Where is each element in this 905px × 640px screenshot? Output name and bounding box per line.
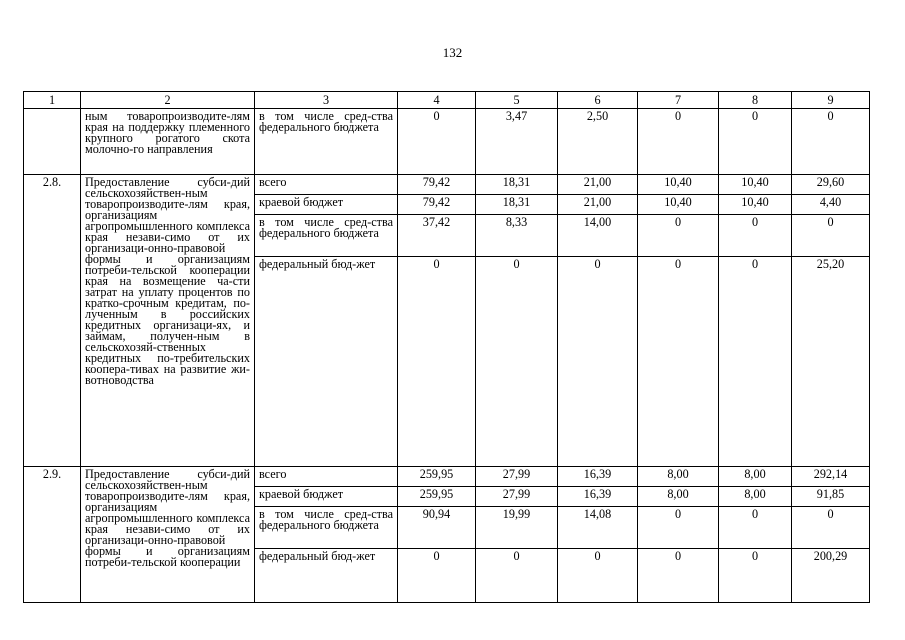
value-cell: 29,60 bbox=[792, 175, 870, 195]
value-cell: 0 bbox=[792, 109, 870, 175]
source-cell: краевой бюджет bbox=[255, 195, 398, 215]
column-header: 9 bbox=[792, 92, 870, 109]
value-cell: 0 bbox=[719, 257, 792, 467]
value-cell: 90,94 bbox=[398, 507, 476, 549]
value-cell: 0 bbox=[558, 549, 638, 603]
value-cell: 0 bbox=[719, 507, 792, 549]
description-cell: ным товаропроизводите-лям края на поддержку племенного крупного рогатого скота молочно-го направления bbox=[81, 109, 255, 175]
value-cell: 0 bbox=[638, 549, 719, 603]
value-cell: 10,40 bbox=[638, 195, 719, 215]
column-header: 4 bbox=[398, 92, 476, 109]
value-cell: 0 bbox=[476, 549, 558, 603]
value-cell: 16,39 bbox=[558, 487, 638, 507]
table-row bbox=[24, 109, 870, 175]
value-cell: 0 bbox=[398, 109, 476, 175]
value-cell: 8,00 bbox=[638, 487, 719, 507]
value-cell: 18,31 bbox=[476, 175, 558, 195]
value-cell: 0 bbox=[719, 549, 792, 603]
value-cell: 0 bbox=[638, 109, 719, 175]
value-cell: 8,00 bbox=[638, 467, 719, 487]
value-cell: 0 bbox=[398, 257, 476, 467]
value-cell: 0 bbox=[719, 109, 792, 175]
value-cell: 2,50 bbox=[558, 109, 638, 175]
value-cell: 3,47 bbox=[476, 109, 558, 175]
source-cell: краевой бюджет bbox=[255, 487, 398, 507]
value-cell: 18,31 bbox=[476, 195, 558, 215]
value-cell: 10,40 bbox=[719, 175, 792, 195]
column-header: 8 bbox=[719, 92, 792, 109]
value-cell: 292,14 bbox=[792, 467, 870, 487]
column-header: 5 bbox=[476, 92, 558, 109]
value-cell: 0 bbox=[719, 215, 792, 257]
value-cell: 0 bbox=[476, 257, 558, 467]
value-cell: 8,33 bbox=[476, 215, 558, 257]
column-header: 1 bbox=[24, 92, 81, 109]
source-cell: всего bbox=[255, 467, 398, 487]
value-cell: 14,00 bbox=[558, 215, 638, 257]
index-cell: 2.9. bbox=[24, 467, 81, 603]
source-cell: всего bbox=[255, 175, 398, 195]
value-cell: 37,42 bbox=[398, 215, 476, 257]
value-cell: 27,99 bbox=[476, 467, 558, 487]
value-cell: 10,40 bbox=[638, 175, 719, 195]
value-cell: 200,29 bbox=[792, 549, 870, 603]
description-cell: Предоставление субси-дий сельскохозяйствен-ным товаропроизводите-лям края, организациям агропромышленного комплекса края незави-симо от их организаци-онно-правовой формы и организациям потреби-тельской кооперации bbox=[81, 467, 255, 603]
index-cell: 2.8. bbox=[24, 175, 81, 467]
table-row bbox=[24, 175, 870, 195]
value-cell: 21,00 bbox=[558, 195, 638, 215]
page-number: 132 bbox=[442, 45, 463, 60]
value-cell: 10,40 bbox=[719, 195, 792, 215]
value-cell: 0 bbox=[638, 257, 719, 467]
source-cell: в том числе сред-ства федерального бюджета bbox=[255, 215, 398, 257]
description-cell: Предоставление субси-дий сельскохозяйствен-ным товаропроизводите-лям края, организациям агропромышленного комплекса края незави-симо от их организаци-онно-правовой формы и организациям потреби-тельской кооперации края на возмещение ча-сти затрат на уплату процентов по кратко-срочным кредитам, по-лученным в российских кредитных организаци-ях, и займам, получен-ным в сельскохозяй-ственных кредитных по-требительских коопера-тивах на развитие жи-вотноводства bbox=[81, 175, 255, 467]
value-cell: 19,99 bbox=[476, 507, 558, 549]
source-cell: в том числе сред-ства федерального бюджета bbox=[255, 507, 398, 549]
value-cell: 0 bbox=[558, 257, 638, 467]
index-cell bbox=[24, 109, 81, 175]
column-header: 2 bbox=[81, 92, 255, 109]
source-cell: федеральный бюд-жет bbox=[255, 257, 398, 467]
value-cell: 0 bbox=[638, 507, 719, 549]
source-cell: федеральный бюд-жет bbox=[255, 549, 398, 603]
column-header: 7 bbox=[638, 92, 719, 109]
value-cell: 0 bbox=[398, 549, 476, 603]
value-cell: 16,39 bbox=[558, 467, 638, 487]
value-cell: 25,20 bbox=[792, 257, 870, 467]
column-header: 6 bbox=[558, 92, 638, 109]
value-cell: 79,42 bbox=[398, 175, 476, 195]
value-cell: 91,85 bbox=[792, 487, 870, 507]
value-cell: 0 bbox=[792, 215, 870, 257]
value-cell: 8,00 bbox=[719, 467, 792, 487]
value-cell: 4,40 bbox=[792, 195, 870, 215]
value-cell: 21,00 bbox=[558, 175, 638, 195]
value-cell: 27,99 bbox=[476, 487, 558, 507]
value-cell: 8,00 bbox=[719, 487, 792, 507]
header-row bbox=[24, 92, 870, 109]
source-cell: в том числе сред-ства федерального бюджета bbox=[255, 109, 398, 175]
value-cell: 259,95 bbox=[398, 467, 476, 487]
budget-table bbox=[23, 91, 870, 603]
value-cell: 0 bbox=[638, 215, 719, 257]
column-header: 3 bbox=[255, 92, 398, 109]
value-cell: 79,42 bbox=[398, 195, 476, 215]
value-cell: 0 bbox=[792, 507, 870, 549]
value-cell: 14,08 bbox=[558, 507, 638, 549]
value-cell: 259,95 bbox=[398, 487, 476, 507]
table-row bbox=[24, 467, 870, 487]
